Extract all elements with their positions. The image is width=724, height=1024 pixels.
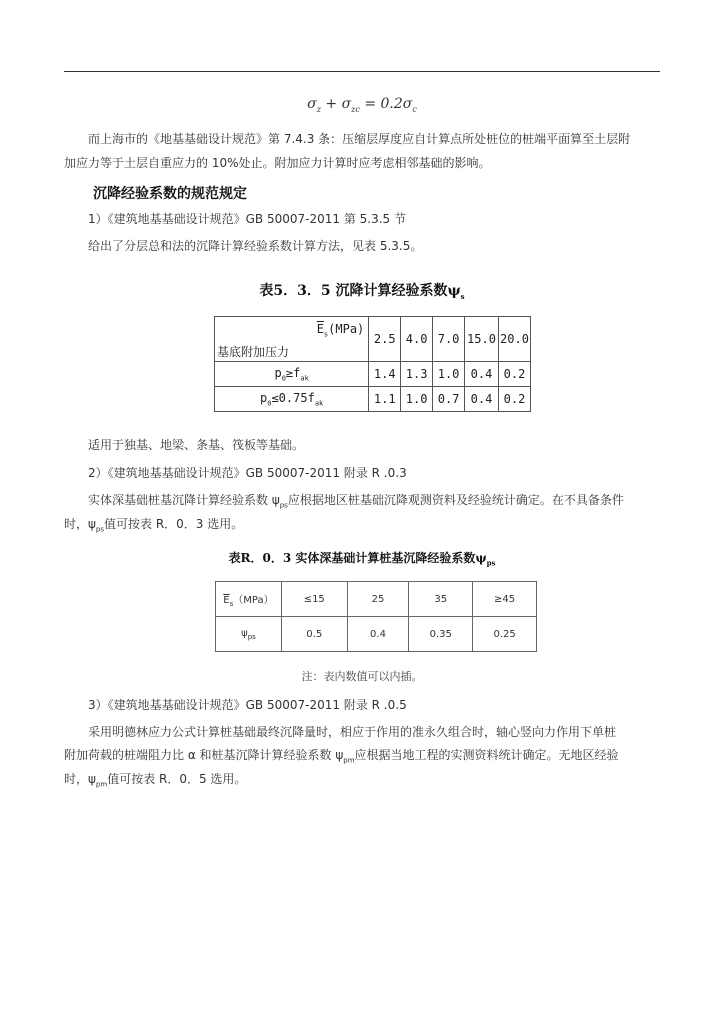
table-row (216, 582, 537, 617)
table1-cell: 0.4 (465, 387, 499, 412)
table2 (215, 581, 537, 652)
table1-cell: 0.4 (465, 362, 499, 387)
table1-row-label: $p_0\ge f_{ak}$ (215, 362, 369, 387)
table1-cell: 1.0 (433, 362, 465, 387)
table2-header: 25 (347, 582, 409, 617)
table1-cell: 1.1 (369, 387, 401, 412)
table1-es-value: 20.0 (498, 317, 530, 362)
table2-cell: 0.25 (473, 617, 537, 652)
table2-row-label: $\psi_{ps}$ (216, 617, 282, 652)
para1-line1: 而上海市的《地基基础设计规范》第 7.4.3 条：压缩层厚度应自计算点所处桩位的桩端平面算至土层附 (88, 132, 631, 146)
table2-header: ≥45 (473, 582, 537, 617)
item3-line3: 时，$\psi_{pm}$值可按表 R．0．5 选用。 (64, 772, 247, 789)
table-row (215, 387, 531, 412)
item1-desc: 给出了分层总和法的沉降计算经验系数计算方法，见表 5.3.5。 (88, 239, 423, 253)
table1-header-p: 基底附加压力 (215, 343, 369, 362)
table2-caption: 表R．0．3 实体深基础计算桩基沉降经验系数$\psi_{ps}$ (228, 551, 496, 568)
table-row (216, 617, 537, 652)
table1-cell: 1.3 (401, 362, 433, 387)
item2-line1: 实体深基础桩基沉降计算经验系数 $\psi_{ps}$应根据地区桩基础沉降观测资料及经验统计确定。在不具备条件 (88, 493, 624, 510)
section-heading: 沉降经验系数的规范规定 (93, 186, 247, 202)
applies-text: 适用于独基、地梁、条基、筏板等基础。 (88, 438, 305, 452)
table1-es-value: 2.5 (369, 317, 401, 362)
table2-header: 35 (409, 582, 473, 617)
item3-title: 3）《建筑地基基础设计规范》GB 50007-2011 附录 R .0.5 (88, 698, 407, 712)
formula: $\sigma_z + \sigma_{zc} = 0.2\sigma_c$ (307, 96, 417, 114)
header-rule (64, 71, 660, 72)
item1-title: 1）《建筑地基基础设计规范》GB 50007-2011 第 5.3.5 节 (88, 212, 407, 226)
item3-line2: 附加荷载的桩端阻力比 α 和桩基沉降计算经验系数 $\psi_{pm}$应根据当地工程的实测资料统计确定。无地区经验 (64, 748, 619, 765)
item2-title: 2）《建筑地基基础设计规范》GB 50007-2011 附录 R .0.3 (88, 466, 407, 480)
table1-row-label: $p_0\le 0.75f_{ak}$ (215, 387, 369, 412)
table1-es-value: 4.0 (401, 317, 433, 362)
table1-cell: 0.2 (498, 362, 530, 387)
table1-header-es: $\overline{E}_s(MPa)$ (215, 317, 369, 343)
item3-line1: 采用明德林应力公式计算桩基础最终沉降量时，相应于作用的准永久组合时，轴心竖向力作用下单桩 (88, 725, 617, 739)
table1-caption: 表5．3．5 沉降计算经验系数$\psi_s$ (259, 283, 465, 301)
table2-header: ≤15 (281, 582, 347, 617)
table2-cell: 0.4 (347, 617, 409, 652)
table2-note: 注：表内数值可以内插。 (301, 670, 423, 683)
table1 (214, 316, 531, 412)
table2-header-label: $\overline{E}_s(MPa)$ (216, 582, 282, 617)
para1-line2: 加应力等于土层自重应力的 10%处止。附加应力计算时应考虑相邻基础的影响。 (64, 156, 491, 170)
table1-cell: 0.2 (498, 387, 530, 412)
table1-es-value: 7.0 (433, 317, 465, 362)
table-row (215, 362, 531, 387)
table1-cell: 1.0 (401, 387, 433, 412)
table1-cell: 0.7 (433, 387, 465, 412)
table1-es-value: 15.0 (465, 317, 499, 362)
table1-cell: 1.4 (369, 362, 401, 387)
item2-line2: 时，$\psi_{ps}$值可按表 R．0．3 选用。 (64, 517, 244, 534)
table2-cell: 0.35 (409, 617, 473, 652)
table2-cell: 0.5 (281, 617, 347, 652)
